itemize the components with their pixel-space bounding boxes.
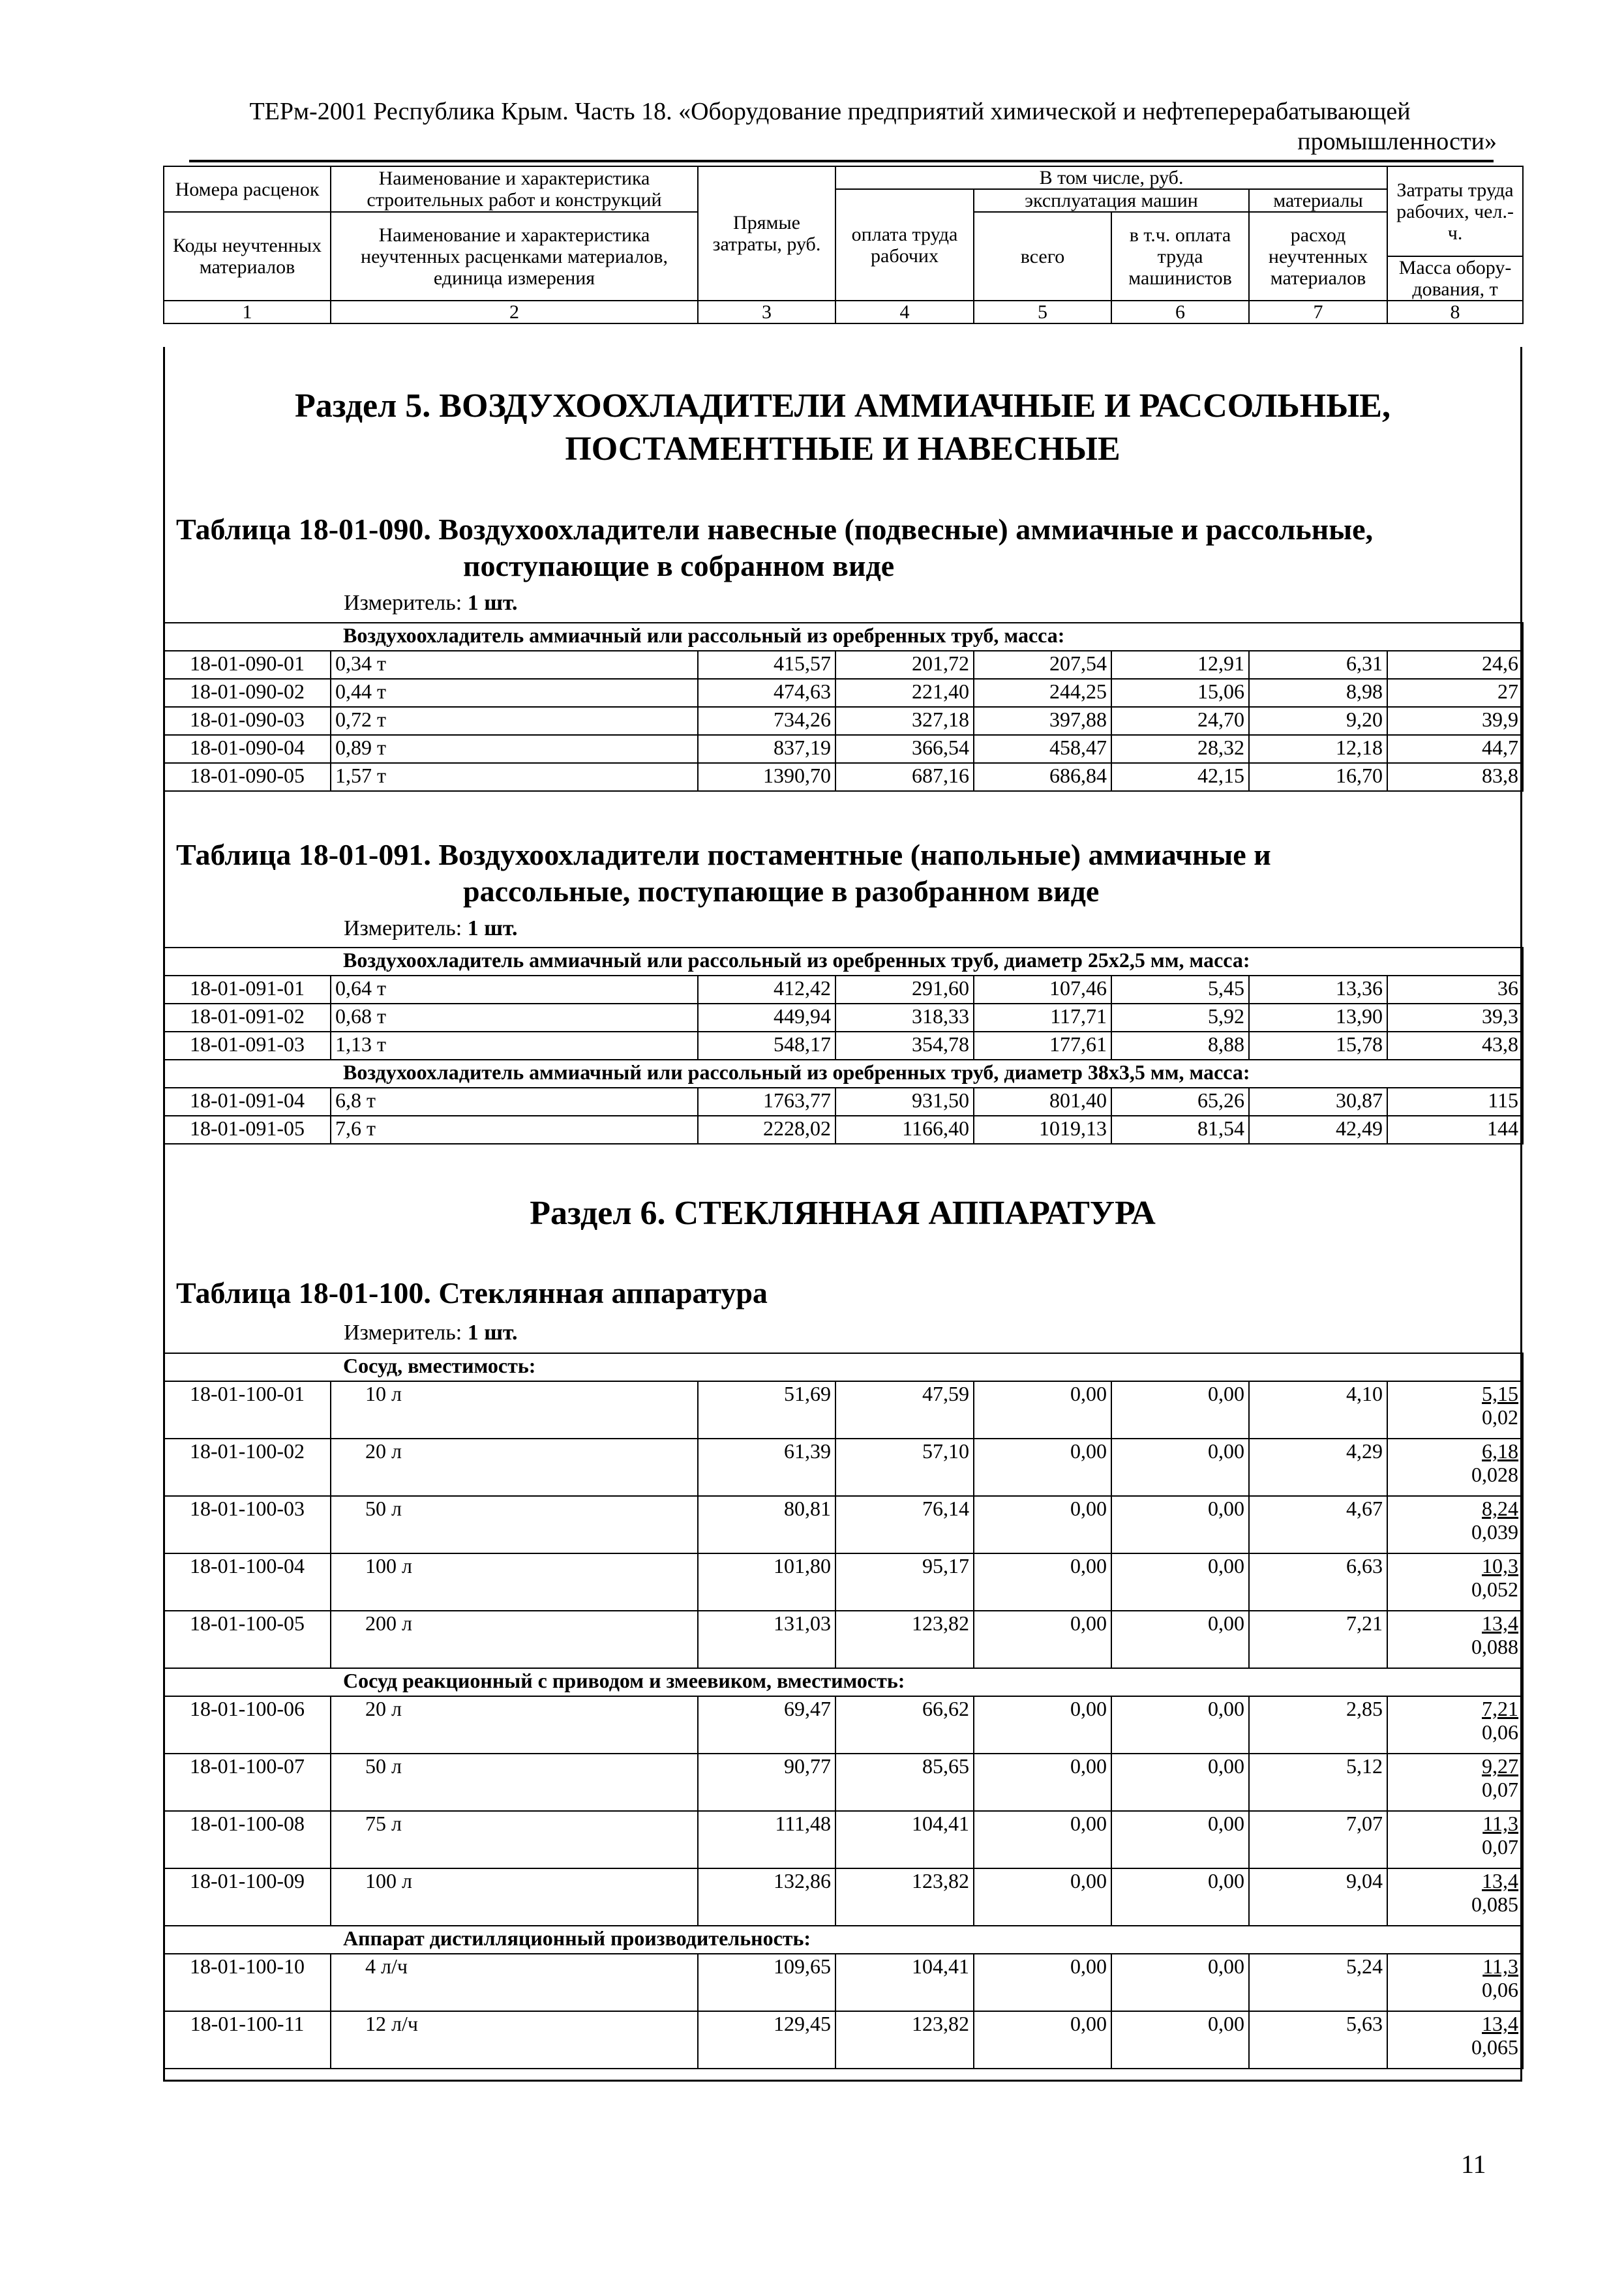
- labor-hours-value: 13,4: [1482, 1869, 1519, 1893]
- cell-worker-pay: 221,40: [835, 679, 974, 707]
- labor-hours-value: 11,3: [1482, 1954, 1519, 1978]
- equipment-mass-value: 0,02: [1482, 1405, 1519, 1429]
- group-heading-row: [164, 948, 1523, 976]
- cell-materials-use: 30,87: [1249, 1088, 1387, 1116]
- cell-operators-pay: 0,00: [1111, 1553, 1249, 1611]
- table-090-unit: Измеритель: 1 шт.: [344, 591, 518, 615]
- cell-operators-pay: 0,00: [1111, 1439, 1249, 1496]
- cell-item-name: 0,44 т: [331, 679, 698, 707]
- cell-machines-total: 0,00: [974, 1868, 1111, 1926]
- cell-operators-pay: 42,15: [1111, 763, 1249, 791]
- cell-machines-total: 0,00: [974, 1611, 1111, 1668]
- col-number: 8: [1387, 301, 1523, 323]
- cell-materials-use: 4,29: [1249, 1439, 1387, 1496]
- table-090: [163, 622, 1524, 792]
- cell-item-name: 4 л/ч: [331, 1954, 698, 2011]
- cell-item-name: 100 л: [331, 1868, 698, 1926]
- cell-rate-code: 18-01-100-02: [164, 1439, 331, 1496]
- cell-labor-hours: 24,6: [1387, 651, 1523, 679]
- cell-labor-hours: [1387, 1696, 1523, 1754]
- equipment-mass-value: 0,052: [1471, 1578, 1519, 1601]
- group-heading: Сосуд реакционный с приводом и змеевиком, вместимость:: [164, 1668, 1523, 1696]
- col-number: 2: [331, 301, 698, 323]
- group-heading-row: [164, 1060, 1523, 1088]
- table-091-unit: Измеритель: 1 шт.: [344, 916, 518, 940]
- cell-labor-hours: [1387, 2011, 1523, 2069]
- cell-worker-pay: 354,78: [835, 1032, 974, 1060]
- cell-operators-pay: 5,92: [1111, 1004, 1249, 1032]
- table-row: [164, 1811, 1523, 1868]
- table-row: [164, 1696, 1523, 1754]
- cell-machines-total: 0,00: [974, 1439, 1111, 1496]
- cell-materials-use: 9,04: [1249, 1868, 1387, 1926]
- cell-materials-use: 9,20: [1249, 707, 1387, 735]
- cell-direct-costs: 101,80: [698, 1553, 835, 1611]
- cell-materials-use: 5,24: [1249, 1954, 1387, 2011]
- cell-direct-costs: 129,45: [698, 2011, 835, 2069]
- equipment-mass-value: 0,088: [1471, 1635, 1519, 1658]
- cell-operators-pay: 0,00: [1111, 1868, 1249, 1926]
- cell-machines-total: 107,46: [974, 976, 1111, 1004]
- cell-operators-pay: 5,45: [1111, 976, 1249, 1004]
- header-line-2: промышленности»: [1297, 128, 1497, 155]
- cell-rate-code: 18-01-100-03: [164, 1496, 331, 1553]
- equipment-mass-value: 0,028: [1471, 1463, 1519, 1486]
- cell-item-name: 0,34 т: [331, 651, 698, 679]
- table-row: [164, 1381, 1523, 1439]
- cell-operators-pay: 0,00: [1111, 1954, 1249, 2011]
- cell-labor-hours: [1387, 1754, 1523, 1811]
- col-number: 3: [698, 301, 835, 323]
- cell-materials-use: 16,70: [1249, 763, 1387, 791]
- cell-rate-code: 18-01-100-09: [164, 1868, 331, 1926]
- cell-operators-pay: 0,00: [1111, 1696, 1249, 1754]
- group-heading: Воздухоохладитель аммиачный или рассольный из оребренных труб, диаметр 38х3,5 мм, масса:: [164, 1060, 1523, 1088]
- cell-worker-pay: 57,10: [835, 1439, 974, 1496]
- cell-materials-use: 5,63: [1249, 2011, 1387, 2069]
- cell-worker-pay: 76,14: [835, 1496, 974, 1553]
- cell-rate-code: 18-01-100-07: [164, 1754, 331, 1811]
- cell-item-name: 10 л: [331, 1381, 698, 1439]
- cell-worker-pay: 931,50: [835, 1088, 974, 1116]
- cell-labor-hours: 39,9: [1387, 707, 1523, 735]
- cell-operators-pay: 0,00: [1111, 1811, 1249, 1868]
- cell-materials-use: 13,90: [1249, 1004, 1387, 1032]
- group-heading: Воздухоохладитель аммиачный или рассольный из оребренных труб, диаметр 25х2,5 мм, масса:: [164, 948, 1523, 976]
- col-header-machines: эксплуатация машин: [974, 189, 1249, 212]
- cell-materials-use: 5,12: [1249, 1754, 1387, 1811]
- cell-materials-use: 7,21: [1249, 1611, 1387, 1668]
- cell-labor-hours: 44,7: [1387, 735, 1523, 763]
- labor-hours-value: 10,3: [1482, 1554, 1519, 1578]
- cell-machines-total: 686,84: [974, 763, 1111, 791]
- cell-materials-use: 42,49: [1249, 1116, 1387, 1144]
- cell-direct-costs: 132,86: [698, 1868, 835, 1926]
- cell-machines-total: 0,00: [974, 2011, 1111, 2069]
- cell-item-name: 20 л: [331, 1439, 698, 1496]
- table-100-unit: Измеритель: 1 шт.: [344, 1321, 518, 1345]
- labor-hours-value: 9,27: [1482, 1754, 1519, 1778]
- cell-direct-costs: 412,42: [698, 976, 835, 1004]
- col-number: 5: [974, 301, 1111, 323]
- cell-labor-hours: [1387, 1954, 1523, 2011]
- cell-labor-hours: 115: [1387, 1088, 1523, 1116]
- cell-operators-pay: 0,00: [1111, 1496, 1249, 1553]
- cell-worker-pay: 318,33: [835, 1004, 974, 1032]
- labor-hours-value: 8,24: [1482, 1497, 1519, 1520]
- cell-labor-hours: 27: [1387, 679, 1523, 707]
- labor-hours-value: 13,4: [1482, 2012, 1519, 2035]
- col-number: 6: [1111, 301, 1249, 323]
- table-row: [164, 1496, 1523, 1553]
- col-header-including: В том числе, руб.: [835, 166, 1387, 189]
- section-6-title: Раздел 6. СТЕКЛЯННАЯ АППАРАТУРА: [530, 1195, 1156, 1232]
- cell-item-name: 0,89 т: [331, 735, 698, 763]
- cell-item-name: 20 л: [331, 1696, 698, 1754]
- cell-item-name: 1,57 т: [331, 763, 698, 791]
- equipment-mass-value: 0,06: [1482, 1720, 1519, 1744]
- cell-machines-total: 801,40: [974, 1088, 1111, 1116]
- cell-rate-code: 18-01-091-05: [164, 1116, 331, 1144]
- cell-machines-total: 0,00: [974, 1754, 1111, 1811]
- page-number: 11: [1461, 2149, 1486, 2179]
- table-row: [164, 1004, 1523, 1032]
- cell-direct-costs: 61,39: [698, 1439, 835, 1496]
- table-row: [164, 651, 1523, 679]
- cell-machines-total: 397,88: [974, 707, 1111, 735]
- cell-direct-costs: 734,26: [698, 707, 835, 735]
- cell-item-name: 50 л: [331, 1754, 698, 1811]
- cell-worker-pay: 123,82: [835, 1611, 974, 1668]
- cell-rate-code: 18-01-100-06: [164, 1696, 331, 1754]
- cell-machines-total: 1019,13: [974, 1116, 1111, 1144]
- cell-operators-pay: 0,00: [1111, 1754, 1249, 1811]
- cell-item-name: 0,68 т: [331, 1004, 698, 1032]
- group-heading: Сосуд, вместимость:: [164, 1353, 1523, 1381]
- cell-materials-use: 4,67: [1249, 1496, 1387, 1553]
- col-header-material-name: Наименование и характеристика неучтенных расценками материалов, единица измерения: [331, 212, 698, 301]
- cell-rate-code: 18-01-091-02: [164, 1004, 331, 1032]
- column-header-table: [163, 166, 1524, 324]
- cell-worker-pay: 47,59: [835, 1381, 974, 1439]
- cell-machines-total: 458,47: [974, 735, 1111, 763]
- cell-item-name: 6,8 т: [331, 1088, 698, 1116]
- cell-machines-total: 244,25: [974, 679, 1111, 707]
- cell-item-name: 7,6 т: [331, 1116, 698, 1144]
- table-100: [163, 1353, 1524, 2069]
- labor-hours-value: 11,3: [1482, 1812, 1519, 1835]
- cell-labor-hours: [1387, 1811, 1523, 1868]
- table-row: [164, 735, 1523, 763]
- cell-materials-use: 4,10: [1249, 1381, 1387, 1439]
- cell-materials-use: 13,36: [1249, 976, 1387, 1004]
- cell-rate-code: 18-01-090-04: [164, 735, 331, 763]
- table-row: [164, 707, 1523, 735]
- cell-labor-hours: 83,8: [1387, 763, 1523, 791]
- labor-hours-value: 6,18: [1482, 1439, 1519, 1463]
- table-row: [164, 1553, 1523, 1611]
- cell-worker-pay: 291,60: [835, 976, 974, 1004]
- cell-rate-code: 18-01-090-03: [164, 707, 331, 735]
- col-header-direct-costs: Прямые затраты, руб.: [698, 166, 835, 301]
- cell-rate-code: 18-01-100-04: [164, 1553, 331, 1611]
- cell-machines-total: 207,54: [974, 651, 1111, 679]
- cell-materials-use: 6,63: [1249, 1553, 1387, 1611]
- table-row: [164, 1868, 1523, 1926]
- cell-direct-costs: 2228,02: [698, 1116, 835, 1144]
- cell-labor-hours: 36: [1387, 976, 1523, 1004]
- cell-rate-code: 18-01-100-11: [164, 2011, 331, 2069]
- group-heading: Аппарат дистилляционный производительность:: [164, 1926, 1523, 1954]
- table-100-title: Таблица 18-01-100. Стеклянная аппаратура: [176, 1276, 768, 1309]
- cell-rate-code: 18-01-090-01: [164, 651, 331, 679]
- table-091-title: Таблица 18-01-091. Воздухоохладители постаментные (напольные) аммиачные и рассольные, поступающие в разобранном виде: [176, 838, 1271, 908]
- cell-item-name: 75 л: [331, 1811, 698, 1868]
- equipment-mass-value: 0,06: [1482, 1978, 1519, 2001]
- col-header-codes: Номера расценок: [164, 166, 331, 212]
- cell-labor-hours: [1387, 1868, 1523, 1926]
- labor-hours-value: 7,21: [1482, 1697, 1519, 1720]
- cell-worker-pay: 95,17: [835, 1553, 974, 1611]
- cell-labor-hours: [1387, 1496, 1523, 1553]
- group-heading-row: [164, 1353, 1523, 1381]
- table-row: [164, 1116, 1523, 1144]
- cell-machines-total: 177,61: [974, 1032, 1111, 1060]
- cell-item-name: 50 л: [331, 1496, 698, 1553]
- cell-rate-code: 18-01-100-10: [164, 1954, 331, 2011]
- section-5-title: Раздел 5. ВОЗДУХООХЛАДИТЕЛИ АММИАЧНЫЕ И РАССОЛЬНЫЕ, ПОСТАМЕНТНЫЕ И НАВЕСНЫЕ: [295, 387, 1391, 468]
- cell-worker-pay: 123,82: [835, 1868, 974, 1926]
- cell-direct-costs: 69,47: [698, 1696, 835, 1754]
- equipment-mass-value: 0,07: [1482, 1835, 1519, 1859]
- col-number: 4: [835, 301, 974, 323]
- cell-labor-hours: [1387, 1553, 1523, 1611]
- header-line-1: ТЕРм-2001 Республика Крым. Часть 18. «Оборудование предприятий химической и нефтеперерабатывающей: [249, 98, 1411, 125]
- table-row: [164, 1754, 1523, 1811]
- table-row: [164, 976, 1523, 1004]
- cell-labor-hours: 43,8: [1387, 1032, 1523, 1060]
- cell-item-name: 1,13 т: [331, 1032, 698, 1060]
- table-row: [164, 1439, 1523, 1496]
- table-row: [164, 1032, 1523, 1060]
- cell-operators-pay: 65,26: [1111, 1088, 1249, 1116]
- cell-rate-code: 18-01-091-04: [164, 1088, 331, 1116]
- cell-operators-pay: 12,91: [1111, 651, 1249, 679]
- equipment-mass-value: 0,039: [1471, 1520, 1519, 1544]
- cell-labor-hours: 144: [1387, 1116, 1523, 1144]
- cell-labor-hours: [1387, 1439, 1523, 1496]
- table-row: [164, 679, 1523, 707]
- cell-item-name: 200 л: [331, 1611, 698, 1668]
- cell-direct-costs: 51,69: [698, 1381, 835, 1439]
- cell-worker-pay: 687,16: [835, 763, 974, 791]
- cell-direct-costs: 131,03: [698, 1611, 835, 1668]
- cell-item-name: 12 л/ч: [331, 2011, 698, 2069]
- cell-direct-costs: 80,81: [698, 1496, 835, 1553]
- col-header-worker-pay: оплата труда рабочих: [835, 189, 974, 301]
- cell-materials-use: 6,31: [1249, 651, 1387, 679]
- cell-operators-pay: 0,00: [1111, 1381, 1249, 1439]
- group-heading-row: [164, 1668, 1523, 1696]
- cell-direct-costs: 1763,77: [698, 1088, 835, 1116]
- cell-worker-pay: 1166,40: [835, 1116, 974, 1144]
- cell-machines-total: 0,00: [974, 1696, 1111, 1754]
- group-heading-row: [164, 623, 1523, 651]
- cell-direct-costs: 415,57: [698, 651, 835, 679]
- cell-materials-use: 8,98: [1249, 679, 1387, 707]
- equipment-mass-value: 0,085: [1471, 1893, 1519, 1916]
- cell-labor-hours: [1387, 1611, 1523, 1668]
- cell-machines-total: 117,71: [974, 1004, 1111, 1032]
- cell-operators-pay: 15,06: [1111, 679, 1249, 707]
- cell-worker-pay: 327,18: [835, 707, 974, 735]
- cell-labor-hours: [1387, 1381, 1523, 1439]
- labor-hours-value: 13,4: [1482, 1611, 1519, 1635]
- page-header: [163, 97, 1497, 157]
- cell-machines-total: 0,00: [974, 1553, 1111, 1611]
- cell-labor-hours: 39,3: [1387, 1004, 1523, 1032]
- cell-operators-pay: 28,32: [1111, 735, 1249, 763]
- cell-machines-total: 0,00: [974, 1381, 1111, 1439]
- cell-worker-pay: 201,72: [835, 651, 974, 679]
- cell-rate-code: 18-01-090-02: [164, 679, 331, 707]
- cell-materials-use: 15,78: [1249, 1032, 1387, 1060]
- cell-rate-code: 18-01-100-08: [164, 1811, 331, 1868]
- cell-machines-total: 0,00: [974, 1811, 1111, 1868]
- cell-worker-pay: 85,65: [835, 1754, 974, 1811]
- cell-direct-costs: 111,48: [698, 1811, 835, 1868]
- cell-rate-code: 18-01-100-01: [164, 1381, 331, 1439]
- table-row: [164, 2011, 1523, 2069]
- col-header-equipment-mass: Масса обору-дования, т: [1387, 256, 1523, 301]
- col-number: 1: [164, 301, 331, 323]
- cell-machines-total: 0,00: [974, 1954, 1111, 2011]
- col-header-material-use: расход неучтенных материалов: [1249, 212, 1387, 301]
- table-row: [164, 763, 1523, 791]
- cell-worker-pay: 104,41: [835, 1811, 974, 1868]
- cell-worker-pay: 104,41: [835, 1954, 974, 2011]
- col-header-materials: материалы: [1249, 189, 1387, 212]
- cell-rate-code: 18-01-100-05: [164, 1611, 331, 1668]
- cell-direct-costs: 449,94: [698, 1004, 835, 1032]
- cell-machines-total: 0,00: [974, 1496, 1111, 1553]
- table-row: [164, 1611, 1523, 1668]
- table-row: [164, 1954, 1523, 2011]
- cell-direct-costs: 474,63: [698, 679, 835, 707]
- equipment-mass-value: 0,07: [1482, 1778, 1519, 1801]
- header-rule: [189, 160, 1494, 162]
- cell-materials-use: 7,07: [1249, 1811, 1387, 1868]
- cell-item-name: 0,64 т: [331, 976, 698, 1004]
- cell-worker-pay: 123,82: [835, 2011, 974, 2069]
- col-header-operators-pay: в т.ч. оплата труда машинистов: [1111, 212, 1249, 301]
- cell-operators-pay: 8,88: [1111, 1032, 1249, 1060]
- cell-direct-costs: 109,65: [698, 1954, 835, 2011]
- cell-rate-code: 18-01-090-05: [164, 763, 331, 791]
- cell-rate-code: 18-01-091-01: [164, 976, 331, 1004]
- cell-direct-costs: 1390,70: [698, 763, 835, 791]
- cell-materials-use: 2,85: [1249, 1696, 1387, 1754]
- col-header-work-name: Наименование и характеристика строительных работ и конструкций: [331, 166, 698, 212]
- cell-worker-pay: 366,54: [835, 735, 974, 763]
- cell-item-name: 0,72 т: [331, 707, 698, 735]
- cell-worker-pay: 66,62: [835, 1696, 974, 1754]
- cell-materials-use: 12,18: [1249, 735, 1387, 763]
- labor-hours-value: 5,15: [1482, 1382, 1519, 1405]
- equipment-mass-value: 0,065: [1471, 2035, 1519, 2059]
- cell-operators-pay: 0,00: [1111, 2011, 1249, 2069]
- group-heading: Воздухоохладитель аммиачный или рассольный из оребренных труб, масса:: [164, 623, 1523, 651]
- cell-operators-pay: 24,70: [1111, 707, 1249, 735]
- table-091: [163, 947, 1524, 1144]
- cell-rate-code: 18-01-091-03: [164, 1032, 331, 1060]
- cell-item-name: 100 л: [331, 1553, 698, 1611]
- col-header-labor: Затраты труда рабочих, чел.-ч.: [1387, 166, 1523, 256]
- col-header-machines-total: всего: [974, 212, 1111, 301]
- group-heading-row: [164, 1926, 1523, 1954]
- col-number: 7: [1249, 301, 1387, 323]
- cell-direct-costs: 837,19: [698, 735, 835, 763]
- table-090-title: Таблица 18-01-090. Воздухоохладители навесные (подвесные) аммиачные и рассольные, поступающие в собранном виде: [176, 513, 1374, 582]
- cell-direct-costs: 548,17: [698, 1032, 835, 1060]
- cell-operators-pay: 81,54: [1111, 1116, 1249, 1144]
- cell-direct-costs: 90,77: [698, 1754, 835, 1811]
- table-row: [164, 1088, 1523, 1116]
- cell-operators-pay: 0,00: [1111, 1611, 1249, 1668]
- col-header-material-codes: Коды неучтенных материалов: [164, 212, 331, 301]
